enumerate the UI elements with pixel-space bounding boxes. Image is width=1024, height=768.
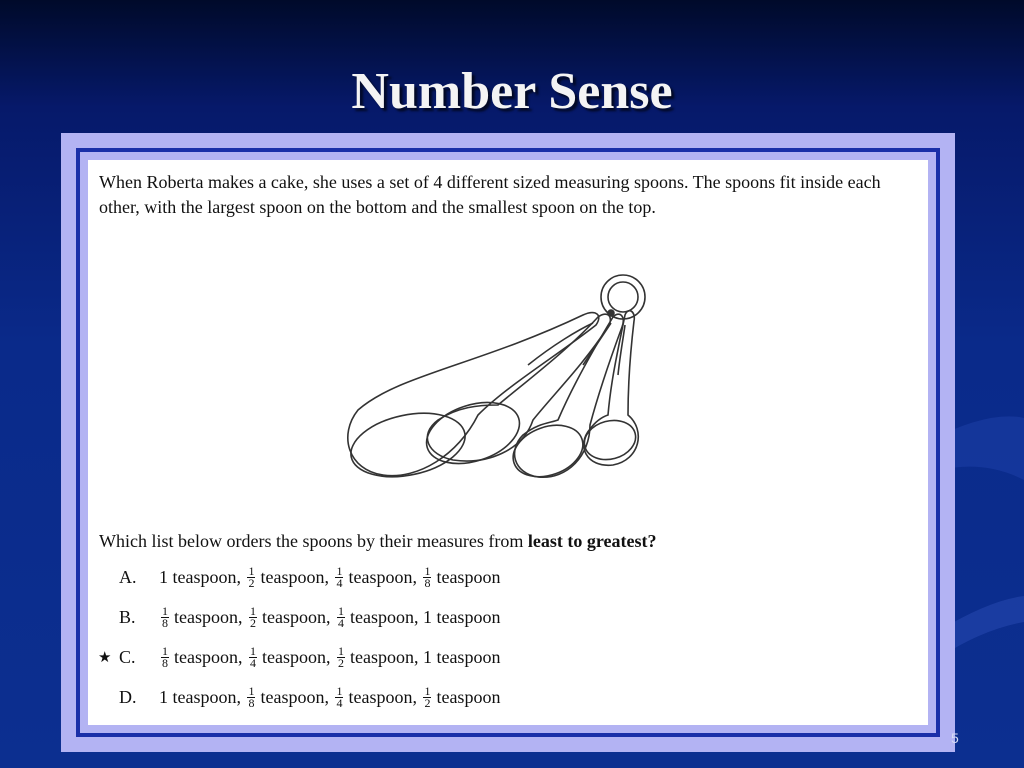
fraction-denominator: 4 bbox=[249, 655, 256, 670]
content-frame bbox=[61, 133, 955, 752]
choice-amount: $\frac{1}{4}$ teaspoon , bbox=[337, 603, 423, 630]
unit-label: teaspoon bbox=[436, 606, 501, 627]
choice-amount: $\frac{1}{2}$ teaspoon , bbox=[248, 563, 334, 590]
fraction-denominator: 8 bbox=[248, 695, 255, 710]
unit-label: teaspoon bbox=[172, 566, 237, 587]
fraction bbox=[337, 643, 345, 670]
choice-amount: $\frac{1}{2}$ teaspoon , bbox=[249, 603, 335, 630]
answer-choice bbox=[98, 605, 500, 629]
choice-letter: D. bbox=[119, 686, 137, 707]
unit-label: teaspoon bbox=[260, 686, 325, 707]
unit-label: teaspoon bbox=[436, 646, 501, 667]
question-prompt bbox=[99, 531, 657, 552]
page-number: 5 bbox=[951, 730, 959, 746]
unit-label: teaspoon bbox=[174, 646, 238, 667]
fraction bbox=[247, 563, 255, 590]
fraction bbox=[247, 683, 255, 710]
choice-amount bbox=[423, 647, 500, 668]
fraction bbox=[423, 683, 431, 710]
choice-amount bbox=[421, 563, 501, 590]
answer-choice bbox=[98, 565, 500, 589]
unit-label: teaspoon bbox=[348, 566, 413, 587]
fraction-denominator: 4 bbox=[337, 615, 344, 630]
fraction-denominator: 8 bbox=[162, 615, 168, 630]
choice-letter: C. bbox=[119, 646, 136, 667]
prompt-text: Which list below orders the spoons by their measures from bbox=[99, 531, 528, 551]
fraction bbox=[335, 563, 343, 590]
unit-label: teaspoon bbox=[260, 566, 325, 587]
fraction-denominator: 8 bbox=[424, 575, 431, 590]
whole-number: 1 bbox=[159, 686, 168, 707]
fraction-denominator: 2 bbox=[248, 575, 255, 590]
choice-letter: A. bbox=[119, 566, 137, 587]
fraction-denominator: 4 bbox=[336, 695, 343, 710]
fraction-numerator: 1 bbox=[162, 603, 168, 618]
whole-number: 1 bbox=[422, 646, 432, 667]
fraction-denominator: 2 bbox=[337, 655, 344, 670]
fraction-numerator: 1 bbox=[248, 563, 255, 578]
unit-label: teaspoon bbox=[436, 686, 501, 707]
slide-title: Number Sense bbox=[351, 63, 673, 120]
unit-label: teaspoon bbox=[172, 686, 237, 707]
fraction-numerator: 1 bbox=[336, 683, 343, 698]
choice-amount: $\frac{1}{4}$ teaspoon , bbox=[249, 643, 335, 670]
unit-label: teaspoon bbox=[174, 606, 238, 627]
fraction bbox=[161, 603, 169, 630]
unit-label: teaspoon bbox=[349, 606, 414, 627]
question-card bbox=[88, 160, 928, 725]
frame-border bbox=[76, 148, 940, 737]
choice-amount: 1 teaspoon , bbox=[159, 686, 246, 707]
choice-amount: $\frac{1}{8}$ teaspoon , bbox=[248, 683, 334, 710]
choice-amount: $\frac{1}{4}$ teaspoon , bbox=[336, 683, 422, 710]
fraction bbox=[337, 603, 345, 630]
unit-label: teaspoon bbox=[348, 686, 413, 707]
fraction-numerator: 1 bbox=[248, 683, 255, 698]
unit-label: teaspoon bbox=[261, 606, 326, 627]
answer-choice bbox=[98, 645, 500, 669]
correct-answer-star-icon: ★ bbox=[98, 649, 112, 666]
unit-label: teaspoon bbox=[261, 646, 326, 667]
unit-label: teaspoon bbox=[349, 646, 414, 667]
choice-amount bbox=[421, 683, 501, 710]
whole-number: 1 bbox=[422, 606, 432, 627]
measuring-spoons-illustration bbox=[328, 255, 668, 505]
fraction bbox=[423, 563, 431, 590]
fraction-numerator: 1 bbox=[337, 643, 344, 658]
choice-amount: $\frac{1}{8}$ teaspoon , bbox=[162, 643, 247, 670]
choice-amount: $\frac{1}{4}$ teaspoon , bbox=[336, 563, 422, 590]
choice-amount bbox=[423, 607, 500, 628]
fraction bbox=[335, 683, 343, 710]
question-text: When Roberta makes a cake, she uses a set of 4 different sized measuring spoons. The spoons fit inside each other, with the largest spoon on the bottom and the smallest spoon on the top. bbox=[99, 172, 881, 217]
fraction bbox=[249, 603, 257, 630]
fraction-numerator: 1 bbox=[336, 563, 343, 578]
choice-letter: B. bbox=[119, 606, 136, 627]
answer-choice bbox=[98, 685, 500, 709]
fraction-numerator: 1 bbox=[249, 643, 256, 658]
fraction-denominator: 2 bbox=[249, 615, 256, 630]
choice-amount: 1 teaspoon , bbox=[159, 566, 246, 587]
fraction-denominator: 4 bbox=[336, 575, 343, 590]
fraction-numerator: 1 bbox=[424, 683, 431, 698]
fraction bbox=[249, 643, 257, 670]
choice-amount: $\frac{1}{2}$ teaspoon , bbox=[337, 643, 423, 670]
fraction-numerator: 1 bbox=[249, 603, 256, 618]
fraction-denominator: 8 bbox=[162, 655, 168, 670]
whole-number: 1 bbox=[159, 566, 168, 587]
unit-label: teaspoon bbox=[436, 566, 501, 587]
fraction bbox=[161, 643, 169, 670]
fraction-denominator: 2 bbox=[424, 695, 431, 710]
prompt-emphasis: least to greatest? bbox=[527, 531, 657, 551]
fraction-numerator: 1 bbox=[162, 643, 168, 658]
choice-amount: $\frac{1}{8}$ teaspoon , bbox=[162, 603, 247, 630]
fraction-numerator: 1 bbox=[337, 603, 344, 618]
fraction-numerator: 1 bbox=[424, 563, 431, 578]
